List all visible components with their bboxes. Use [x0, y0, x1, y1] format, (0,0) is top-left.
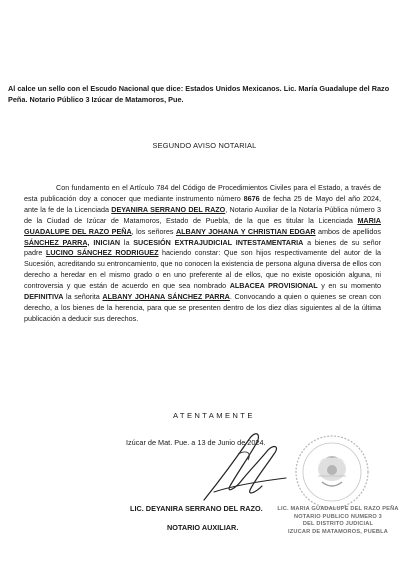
signature-icon: [190, 420, 300, 510]
instrument-number: 8676: [243, 193, 260, 203]
body-text-2: de fecha 25 de Mayo del año 2024, ante la fe de la Licenciada: [24, 193, 381, 214]
auxiliary-notary-name: DEYANIRA SERRANO DEL RAZO: [111, 204, 226, 214]
head-notary-name: MARIA GUADALUPE DEL RAZO PEÑA: [24, 215, 381, 236]
body-text-1: Con fundamento en el Artículo 784 del Código de Procedimientos Civiles para el Estado, a través de esta publicación doy a conocer que mediante instrumento número: [24, 183, 381, 203]
deceased-name: LUCINO SÁNCHEZ RODRIGUEZ: [45, 248, 159, 258]
body-text-9: y en su momento: [317, 281, 381, 291]
body-text-11: . Convocando a quien o quienes se crean con derecho, a los bienes de la herencia, para que se presenten dentro de los diez días siguientes al de la última publicación a deducir sus derechos.: [24, 292, 381, 323]
signer-title: NOTARIO AUXILIAR.: [167, 523, 239, 532]
definitiva-word: DEFINITIVA: [24, 292, 64, 302]
albacea-provisional: ALBACEA PROVISIONAL: [229, 281, 318, 291]
succession-type: SUCESIÓN EXTRAJUDICIAL INTESTAMENTARIA: [133, 237, 304, 247]
body-text-8: haciendo constar: Que son hijos respectivamente del autor de la Sucesión, acreditando su entroncamiento, que no conocen la existencia de persona alguna diversa de ellos con derecho a heredar en el mismo grado o en uno preferente al de ellos, que no existe oposición alguna, ni controversia y que están de acuerdo en que sea nombrado: [24, 248, 381, 291]
signer-name: LIC. DEYANIRA SERRANO DEL RAZO.: [130, 504, 263, 513]
seal-line-4: IZUCAR DE MATAMOROS, PUEBLA: [288, 528, 388, 535]
body-text-5: ambos de apellidos: [315, 226, 381, 236]
body-text-7: a bienes de su señor padre: [24, 237, 381, 258]
place-date: Izúcar de Mat. Pue. a 13 de Junio de 2024.: [126, 438, 266, 447]
albacea-name: ALBANY JOHANA SÁNCHEZ PARRA: [102, 292, 230, 302]
seal-caption: [273, 506, 403, 536]
inician-word: INICIAN: [89, 237, 121, 247]
body-text-6: la: [120, 237, 134, 247]
body-text-10: la señorita: [63, 292, 103, 302]
seal-line-2: NOTARIO PUBLICO NUMERO 3: [294, 513, 382, 520]
heirs-names: ALBANY JOHANA Y CHRISTIAN EDGAR: [175, 226, 316, 236]
body-text-3: , Notario Auxiliar de la Notaría Pública número 3 de la Ciudad de Izúcar de Matamoros, Estado de Puebla, de la que es titular la Licenciada: [24, 204, 381, 225]
notice-title: SEGUNDO AVISO NOTARIAL: [152, 141, 257, 150]
seal-line-3: DEL DISTRITO JUDICIAL: [302, 521, 374, 528]
seal-line-1: LIC. MARIA GUADALUPE DEL RAZO PEÑA: [277, 506, 399, 512]
seal-note: Al calce un sello con el Escudo Nacional que dice: Estados Unidos Mexicanos. Lic. María Guadalupe del Razo Peña. Notario Público 3 Izúcar de Matamoros, Pue.: [8, 84, 390, 104]
closing-word: ATENTAMENTE: [173, 411, 255, 420]
body-text-4: , los señores: [131, 226, 176, 236]
heirs-surnames: SÁNCHEZ PARRA,: [24, 237, 90, 247]
notice-body: [24, 183, 381, 325]
